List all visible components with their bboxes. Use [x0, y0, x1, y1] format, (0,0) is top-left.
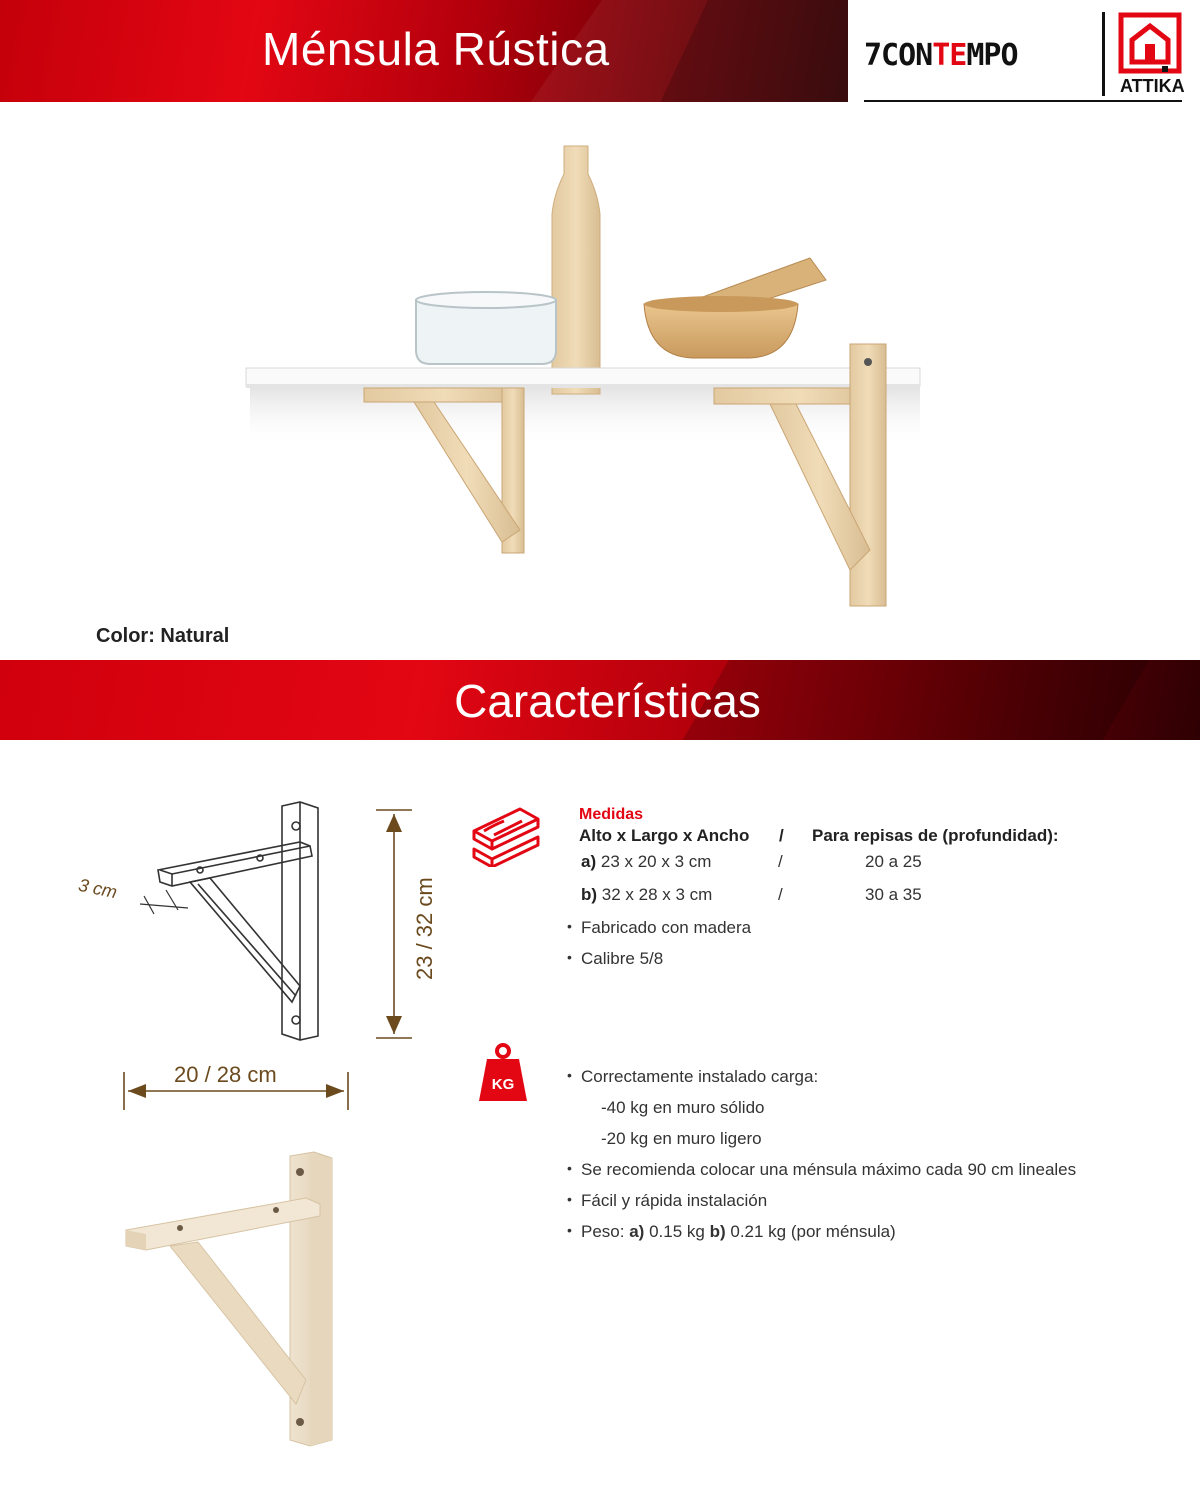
contempo-logo: 7CONTEMPO [864, 38, 1018, 73]
length-dimension-label: 20 / 28 cm [174, 1062, 277, 1087]
bracket-render [110, 1150, 350, 1450]
wood-planks-icon [470, 805, 542, 867]
dims-row-a-sep: / [778, 852, 783, 871]
bullet-gauge: • Calibre 5/8 [581, 949, 663, 969]
bullet-spacing: • Se recomienda colocar una ménsula máximo cada 90 cm lineales [581, 1160, 1076, 1180]
bullet-install: • Fácil y rápida instalación [581, 1191, 767, 1211]
dims-row-a-depth: 20 a 25 [865, 852, 922, 871]
dims-row-a: a) 23 x 20 x 3 cm [581, 852, 712, 871]
bullet-load: • Correctamente instalado carga: [581, 1067, 818, 1087]
title-banner [0, 0, 848, 102]
dimension-diagram [60, 790, 480, 1120]
bullet-material: • Fabricado con madera [581, 918, 751, 938]
page-title: Ménsula Rústica [262, 23, 610, 75]
bullet-weight: • Peso: a) 0.15 kg b) 0.21 kg (por ménsula) [581, 1222, 896, 1242]
section-banner [0, 660, 1200, 740]
attika-house-icon [1118, 12, 1182, 74]
dims-row-b: b) 32 x 28 x 3 cm [581, 885, 713, 904]
weight-kg-icon [477, 1043, 529, 1105]
logo-divider [1102, 12, 1105, 96]
depth-dimension-label: 3 cm [76, 874, 119, 903]
height-dimension-label: 23 / 32 cm [412, 877, 437, 980]
logo-underline [864, 100, 1182, 102]
attika-logo-text: ATTIKA [1120, 76, 1185, 96]
dims-row-b-depth: 30 a 35 [865, 885, 922, 904]
color-label: Color: Natural [96, 625, 230, 647]
brand-logos [862, 10, 1192, 105]
dims-row-b-sep: / [778, 885, 783, 904]
medidas-title: Medidas [579, 806, 644, 823]
col-header-dims: Alto x Largo x Ancho [579, 826, 750, 845]
col-header-depth: Para repisas de (profundidad): [812, 826, 1059, 845]
section-title: Características [454, 675, 761, 727]
load-light-wall: -20 kg en muro ligero [601, 1129, 762, 1148]
load-solid-wall: -40 kg en muro sólido [601, 1098, 765, 1117]
product-photo [230, 130, 950, 620]
kg-icon-label: KG [491, 1076, 515, 1093]
col-header-sep: / [779, 826, 784, 845]
